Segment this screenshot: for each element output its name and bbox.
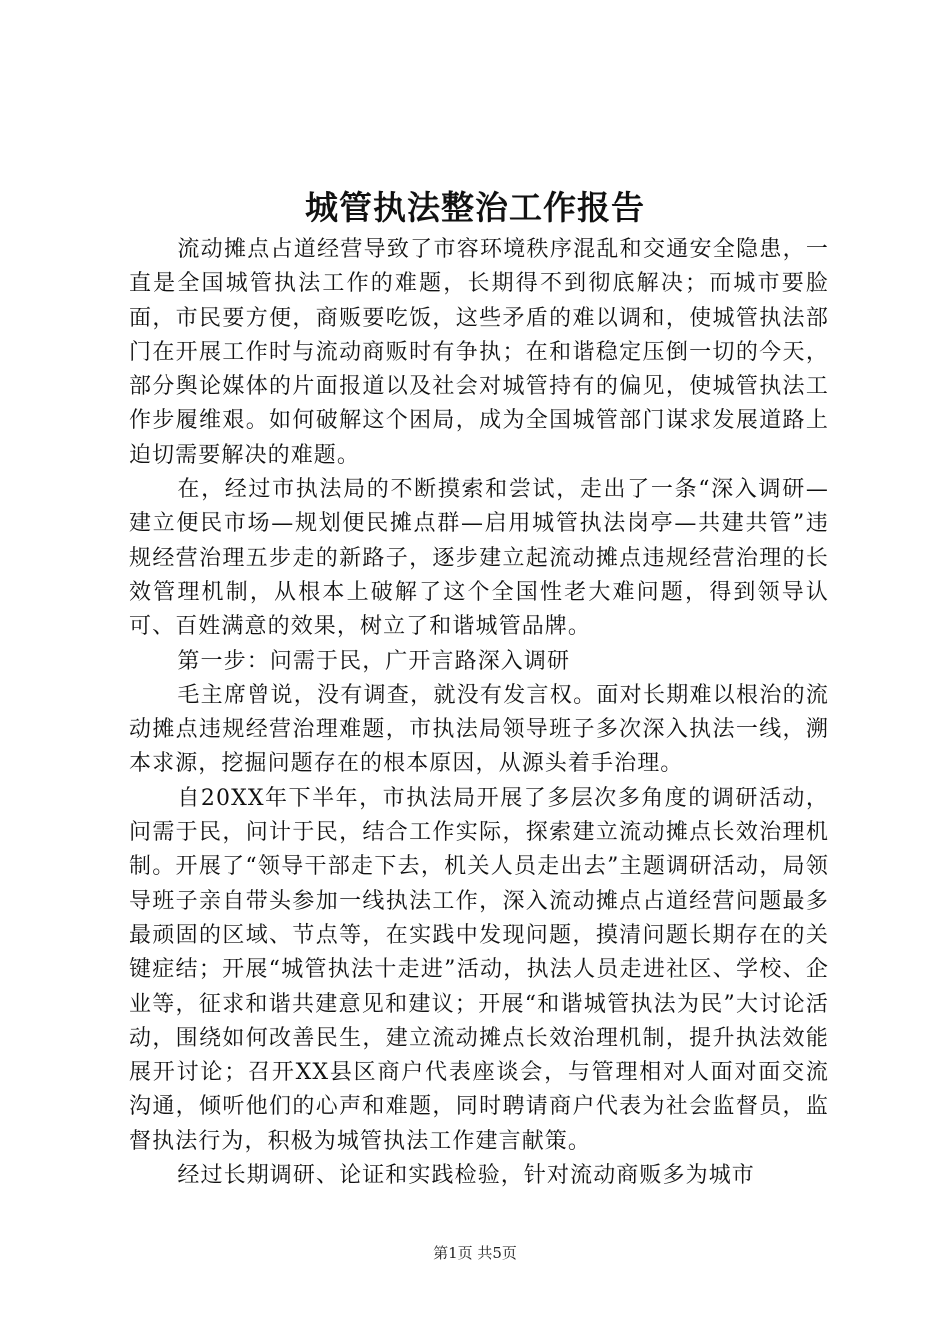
paragraph: 在，经过市执法局的不断摸索和尝试，走出了一条“深入调研—建立便民市场—规划便民摊点群—启用城管执法岗亭—共建共管”违规经营治理五步走的新路子，逐步建立起流动摊点违规经营治理的长效管理机制，从根本上破解了这个全国性老大难问题，得到领导认可、百姓满意的效果，树立了和谐城管品牌。 bbox=[129, 477, 829, 640]
page-number-footer: 第1页 共5页 bbox=[433, 1244, 517, 1262]
paragraph: 自20XX年下半年，市执法局开展了多层次多角度的调研活动，问需于民，问计于民，结合工作实际，探索建立流动摊点长效治理机制。开展了“领导干部走下去，机关人员走出去”主题调研活动，局领导班子亲自带头参加一线执法工作，深入流动摊点占道经营问题最多最顽固的区域、节点等，在实践中发现问题，摸清问题长期存在的关键症结；开展“城管执法十走进”活动，执法人员走进社区、学校、企业等，征求和谐共建意见和建议；开展“和谐城管执法为民”大讨论活动，围绕如何改善民生，建立流动摊点长效治理机制，提升执法效能展开讨论；召开XX县区商户代表座谈会，与管理相对人面对面交流沟通，倾听他们的心声和难题，同时聘请商户代表为社会监督员，监督执法行为，积极为城管执法工作建言献策。 bbox=[129, 785, 829, 1154]
paragraph: 经过长期调研、论证和实践检验，针对流动商贩多为城市 bbox=[177, 1163, 755, 1189]
paragraph: 流动摊点占道经营导致了市容环境秩序混乱和交通安全隐患，一直是全国城管执法工作的难题，长期得不到彻底解决；而城市要脸面，市民要方便，商贩要吃饭，这些矛盾的难以调和，使城管执法部门在开展工作时与流动商贩时有争执；在和谐稳定压倒一切的今天，部分舆论媒体的片面报道以及社会对城管持有的偏见，使城管执法工作步履维艰。如何破解这个困局，成为全国城管部门谋求发展道路上迫切需要解决的难题。 bbox=[129, 237, 829, 468]
paragraph: 毛主席曾说，没有调查，就没有发言权。面对长期难以根治的流动摊点违规经营治理难题，市执法局领导班子多次深入执法一线，溯本求源，挖掘问题存在的根本原因，从源头着手治理。 bbox=[129, 682, 829, 777]
document-title: 城管执法整治工作报告 bbox=[305, 188, 645, 227]
section-heading: 第一步：问需于民，广开言路深入调研 bbox=[177, 648, 571, 674]
document-body bbox=[129, 233, 829, 1193]
